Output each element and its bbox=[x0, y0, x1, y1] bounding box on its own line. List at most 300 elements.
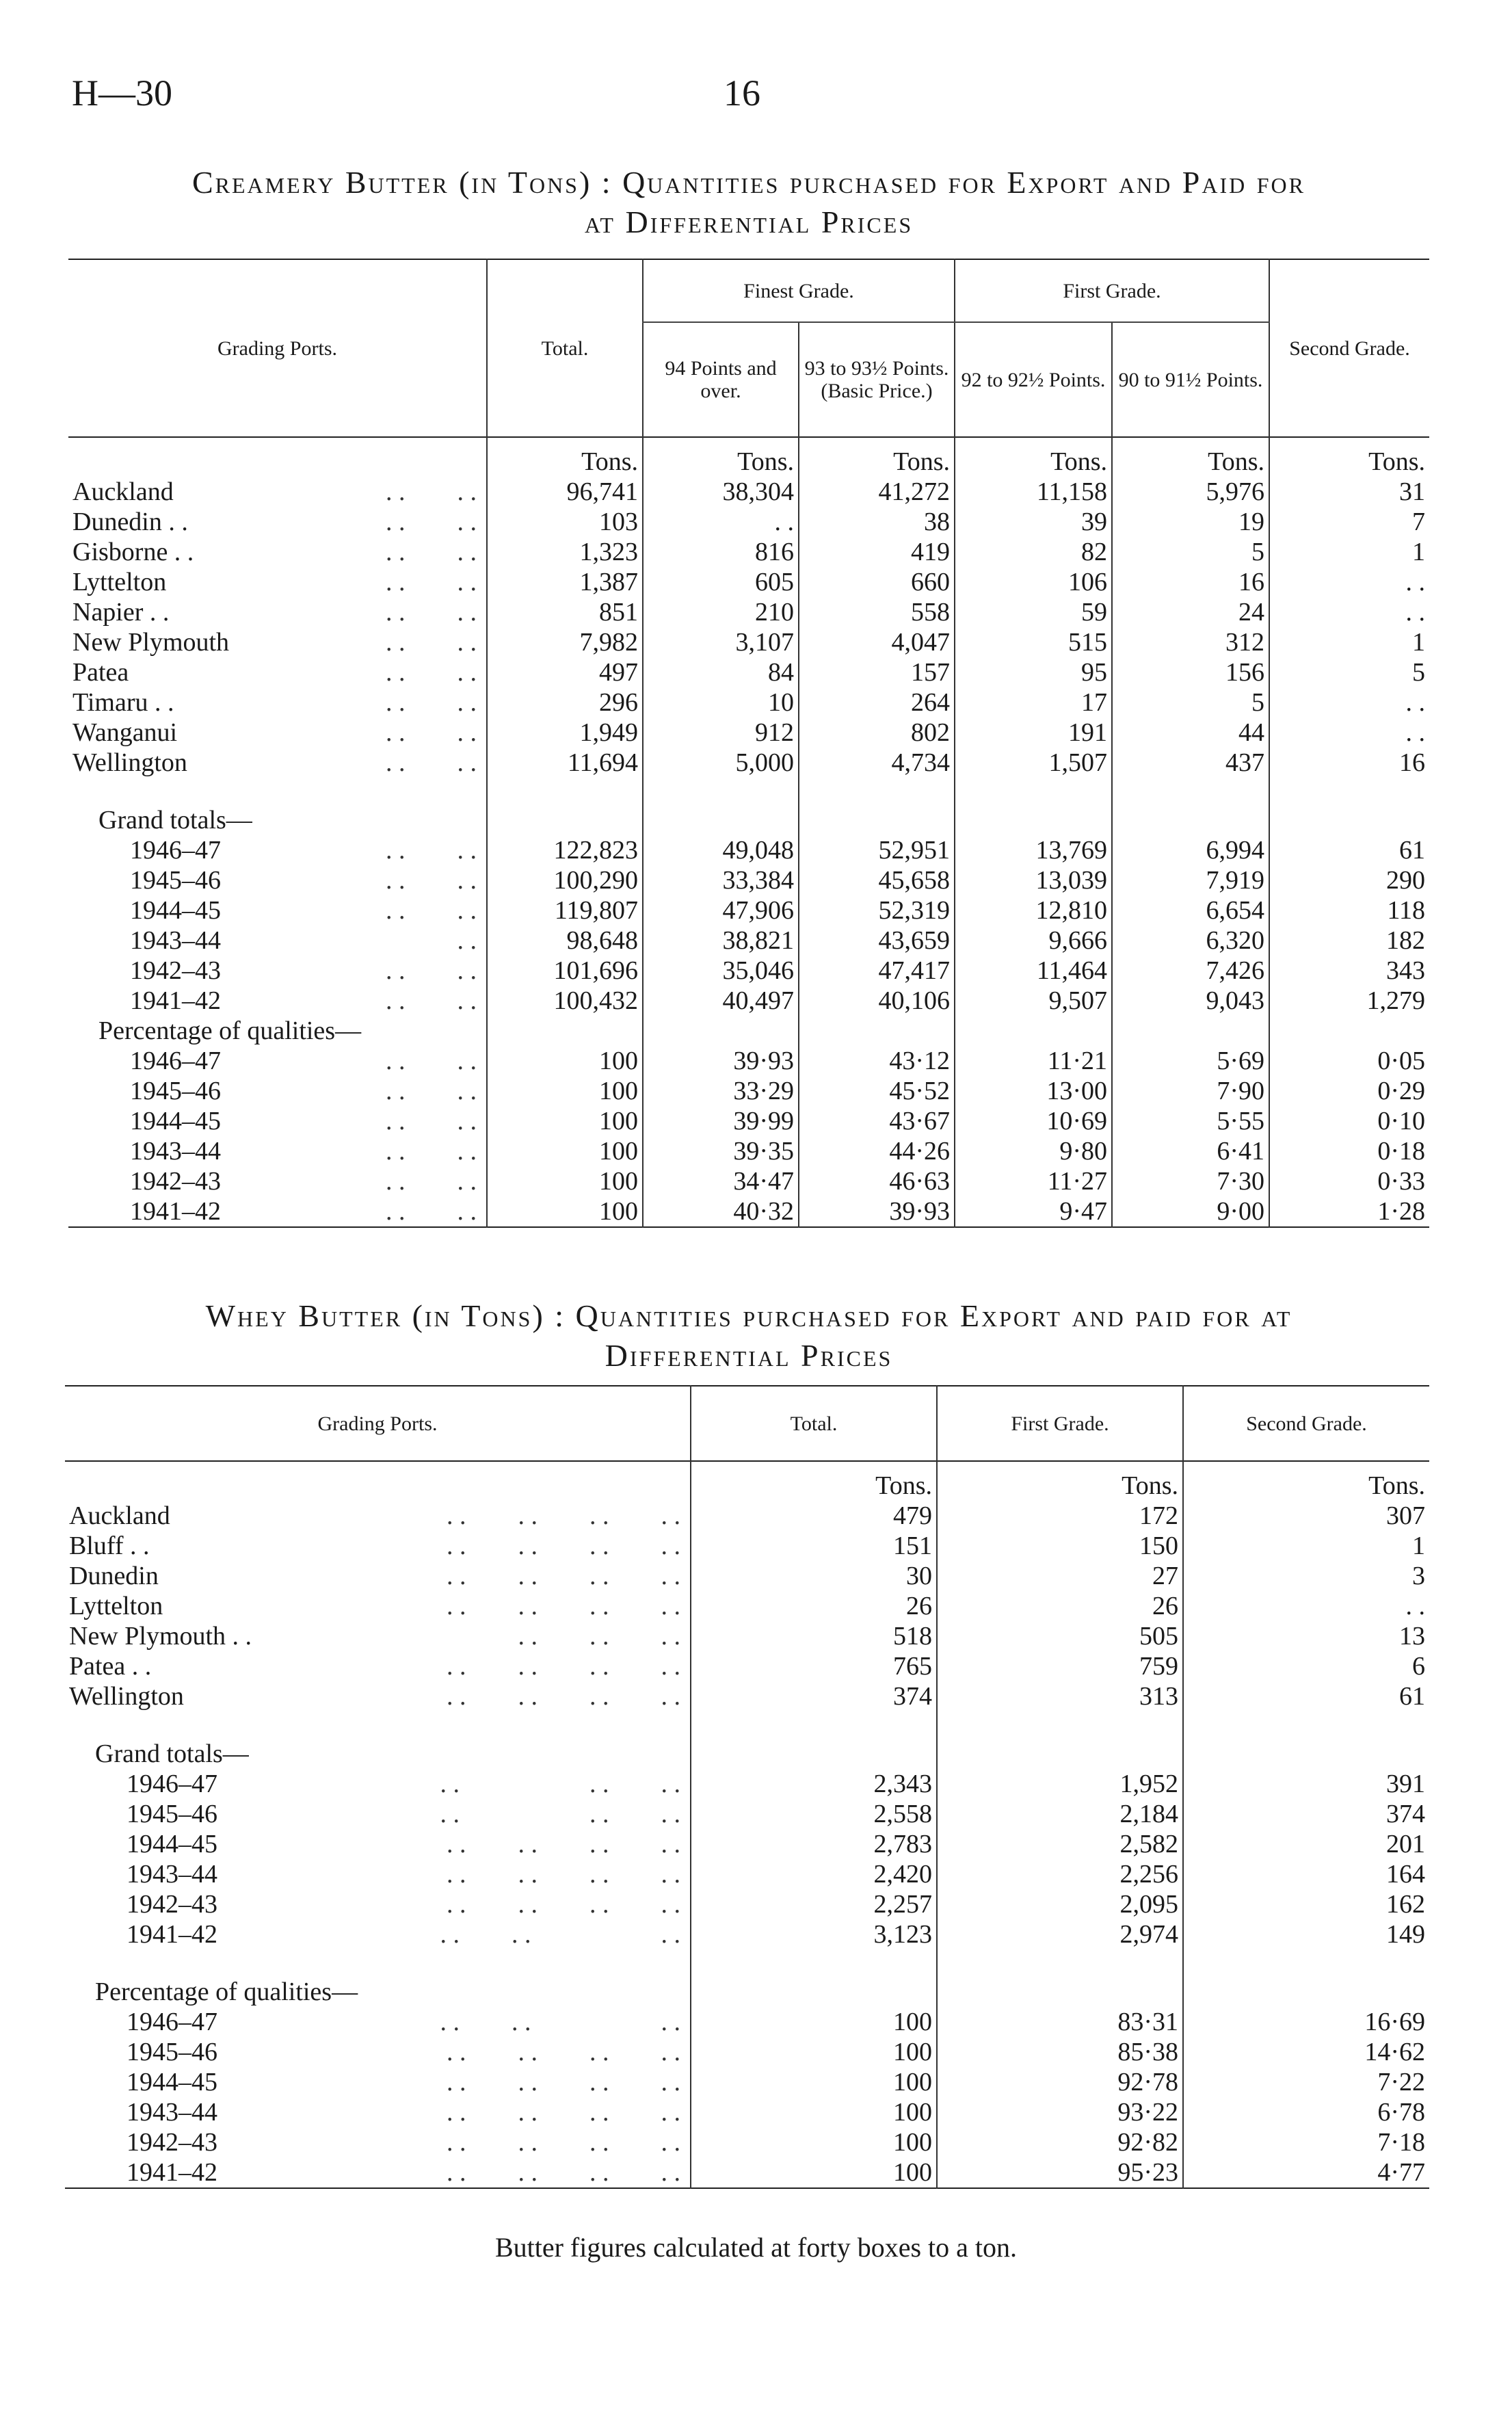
port-row-value: 307 bbox=[1183, 1501, 1429, 1531]
blank-cell bbox=[1269, 1016, 1429, 1046]
grand-total-row-value: 2,095 bbox=[937, 1889, 1183, 1919]
leader-dots: . . . . bbox=[386, 688, 477, 717]
port-row-value: 765 bbox=[691, 1651, 937, 1681]
grand-totals-label-row bbox=[65, 1711, 1429, 1769]
percentage-row-value: 43·12 bbox=[799, 1046, 955, 1076]
grand-totals-label-row bbox=[68, 778, 1429, 835]
percentage-row-value: 0·33 bbox=[1269, 1166, 1429, 1196]
port-row-value: 11,158 bbox=[955, 477, 1112, 507]
port-row-name: Wellington bbox=[72, 748, 187, 777]
port-row-value: 4,047 bbox=[799, 627, 955, 657]
port-row-name: Lyttelton bbox=[72, 568, 167, 596]
percentage-row-value: 92·78 bbox=[937, 2067, 1183, 2097]
grand-total-row-value: 13,769 bbox=[955, 835, 1112, 865]
percentage-row bbox=[68, 1076, 1429, 1106]
port-row bbox=[65, 1531, 1429, 1561]
percentage-row-name: 1945–46 bbox=[130, 1077, 221, 1105]
blank-cell bbox=[487, 1016, 643, 1046]
leader-dots: . . . . bbox=[386, 1047, 477, 1075]
port-row-value: 437 bbox=[1112, 748, 1269, 778]
percentage-row-name: 1942–43 bbox=[130, 1167, 221, 1196]
grand-total-row-value: 9,666 bbox=[955, 925, 1112, 956]
whey-title-line1: Whey Butter (in Tons) : Quantities purchased for Export and paid for at bbox=[205, 1298, 1292, 1333]
port-row-name: Auckland bbox=[69, 1501, 170, 1530]
grand-total-row-value: 2,184 bbox=[937, 1799, 1183, 1829]
grand-total-row-value: 12,810 bbox=[955, 895, 1112, 925]
port-row-label bbox=[65, 1501, 691, 1531]
page-code: H—30 bbox=[72, 73, 172, 114]
grand-total-row-value: 49,048 bbox=[643, 835, 799, 865]
leader-dots: . . . . . . . . bbox=[447, 1890, 680, 1919]
port-row-value: 103 bbox=[487, 507, 643, 537]
grand-total-row-value: 3,123 bbox=[691, 1919, 937, 1949]
grand-total-row-value: 47,906 bbox=[643, 895, 799, 925]
leader-dots: . . . . . . . . bbox=[447, 2158, 680, 2187]
blank-cell bbox=[643, 1016, 799, 1046]
leader-dots: . . . . . . bbox=[518, 1622, 680, 1651]
percentage-row-name: 1941–42 bbox=[127, 2158, 217, 2187]
unit-label: Tons. bbox=[1183, 1461, 1429, 1501]
grand-total-row-value: 391 bbox=[1183, 1769, 1429, 1799]
blank-cell bbox=[1183, 1711, 1429, 1769]
port-row-value: 106 bbox=[955, 567, 1112, 597]
leader-dots: . . . . bbox=[386, 598, 477, 627]
port-row-value: . . bbox=[1269, 597, 1429, 627]
blank-cell bbox=[955, 1016, 1112, 1046]
port-row bbox=[65, 1621, 1429, 1651]
port-row-name: Patea . . bbox=[69, 1652, 152, 1681]
port-row bbox=[68, 507, 1429, 537]
unit-label: Tons. bbox=[955, 437, 1112, 477]
percentage-row-label bbox=[68, 1076, 487, 1106]
blank-cell bbox=[487, 778, 643, 835]
percentage-row-value: 39·35 bbox=[643, 1136, 799, 1166]
blank-cell bbox=[937, 1949, 1183, 2007]
port-row-value: 5,000 bbox=[643, 748, 799, 778]
port-row-value: 10 bbox=[643, 687, 799, 718]
leader-dots: . . . . . . . . bbox=[447, 1562, 680, 1590]
port-row-name: Patea bbox=[72, 658, 129, 687]
port-row-value: 39 bbox=[955, 507, 1112, 537]
blank-cell bbox=[1269, 778, 1429, 835]
percentage-row-value: 0·10 bbox=[1269, 1106, 1429, 1136]
percentage-row-value: 9·00 bbox=[1112, 1196, 1269, 1227]
leader-dots: . . . . bbox=[386, 628, 477, 657]
percentage-row-value: 0·18 bbox=[1269, 1136, 1429, 1166]
port-row bbox=[68, 477, 1429, 507]
port-row-label bbox=[68, 748, 487, 778]
percentage-row-value: 100 bbox=[691, 2007, 937, 2037]
grand-total-row-name: 1941–42 bbox=[127, 1920, 217, 1949]
port-row-value: 312 bbox=[1112, 627, 1269, 657]
percentage-row-value: 11·21 bbox=[955, 1046, 1112, 1076]
port-row-value: 11,694 bbox=[487, 748, 643, 778]
port-row-value: 1 bbox=[1269, 537, 1429, 567]
percentage-row bbox=[68, 1046, 1429, 1076]
percentage-row-value: 100 bbox=[691, 2097, 937, 2127]
grand-total-row-value: 43,659 bbox=[799, 925, 955, 956]
creamery-header-total: Total. bbox=[487, 259, 643, 437]
port-row-value: 6 bbox=[1183, 1651, 1429, 1681]
leader-dots: . . . . bbox=[386, 1197, 477, 1226]
percentage-row-value: 92·82 bbox=[937, 2127, 1183, 2157]
port-row-value: 30 bbox=[691, 1561, 937, 1591]
port-row-value: 5,976 bbox=[1112, 477, 1269, 507]
leader-dots: . . . . bbox=[386, 956, 477, 985]
percentage-label: Percentage of qualities— bbox=[98, 1016, 362, 1045]
grand-total-row-label bbox=[68, 865, 487, 895]
percentage-row bbox=[65, 2157, 1429, 2188]
creamery-title bbox=[68, 163, 1429, 242]
grand-total-row bbox=[65, 1769, 1429, 1799]
grand-total-row-value: 6,320 bbox=[1112, 925, 1269, 956]
port-row-value: 150 bbox=[937, 1531, 1183, 1561]
unit-label: Tons. bbox=[487, 437, 643, 477]
grand-total-row-value: 2,558 bbox=[691, 1799, 937, 1829]
grand-total-row-value: 52,319 bbox=[799, 895, 955, 925]
percentage-row-value: 100 bbox=[487, 1196, 643, 1227]
leader-dots: . . . . . . bbox=[440, 1770, 680, 1798]
port-row-name: Dunedin bbox=[69, 1562, 159, 1590]
leader-dots: . . . . . . . . bbox=[447, 1501, 680, 1530]
percentage-row-label bbox=[68, 1196, 487, 1227]
grand-total-row-value: 52,951 bbox=[799, 835, 955, 865]
leader-dots: . . . . . . . . bbox=[447, 1652, 680, 1681]
grand-total-row bbox=[68, 895, 1429, 925]
percentage-row-value: 100 bbox=[487, 1106, 643, 1136]
percentage-row-label bbox=[65, 2037, 691, 2067]
leader-dots: . . . . bbox=[386, 896, 477, 925]
leader-dots: . . . . . . . . bbox=[447, 1682, 680, 1711]
percentage-row-value: 100 bbox=[487, 1046, 643, 1076]
port-row-value: 156 bbox=[1112, 657, 1269, 687]
leader-dots: . . . . bbox=[386, 1167, 477, 1196]
port-row-name: Wanganui bbox=[72, 718, 178, 747]
blank-cell bbox=[691, 1949, 937, 2007]
creamery-table bbox=[68, 259, 1429, 1228]
port-row-value: 44 bbox=[1112, 718, 1269, 748]
grand-total-row-label bbox=[65, 1769, 691, 1799]
unit-label: Tons. bbox=[691, 1461, 937, 1501]
port-row-value: 7,982 bbox=[487, 627, 643, 657]
creamery-title-line1: Creamery Butter (in Tons) : Quantities purchased for Export and Paid for bbox=[191, 165, 1306, 200]
creamery-header-finest-93: 93 to 93½ Points. (Basic Price.) bbox=[799, 322, 955, 437]
grand-total-row-label bbox=[68, 835, 487, 865]
unit-label: Tons. bbox=[937, 1461, 1183, 1501]
grand-total-row bbox=[68, 925, 1429, 956]
grand-total-row-value: 290 bbox=[1269, 865, 1429, 895]
port-row-label bbox=[65, 1651, 691, 1681]
grand-total-row-value: 7,919 bbox=[1112, 865, 1269, 895]
percentage-row-label bbox=[68, 1106, 487, 1136]
port-row bbox=[68, 597, 1429, 627]
footnote: Butter figures calculated at forty boxes to a ton. bbox=[494, 2232, 1018, 2263]
percentage-row-name: 1944–45 bbox=[127, 2068, 217, 2097]
port-row-value: 5 bbox=[1269, 657, 1429, 687]
grand-total-row-value: 61 bbox=[1269, 835, 1429, 865]
whey-header-grading-ports: Grading Ports. bbox=[317, 1412, 438, 1435]
port-row bbox=[65, 1561, 1429, 1591]
port-row-value: . . bbox=[1183, 1591, 1429, 1621]
grand-total-row-name: 1945–46 bbox=[127, 1800, 217, 1828]
grand-total-row-name: 1943–44 bbox=[127, 1860, 217, 1889]
blank-cell bbox=[955, 778, 1112, 835]
percentage-row-value: 100 bbox=[691, 2037, 937, 2067]
grand-total-row-value: 1,279 bbox=[1269, 986, 1429, 1016]
grand-total-row-value: 35,046 bbox=[643, 956, 799, 986]
units-label-empty bbox=[65, 1461, 691, 1501]
port-row-label bbox=[68, 537, 487, 567]
percentage-row-value: 5·69 bbox=[1112, 1046, 1269, 1076]
port-row bbox=[68, 627, 1429, 657]
grand-total-row bbox=[65, 1859, 1429, 1889]
whey-table bbox=[65, 1385, 1429, 2189]
grand-total-row-name: 1942–43 bbox=[130, 956, 221, 985]
percentage-row-value: 100 bbox=[487, 1166, 643, 1196]
grand-total-row-value: 201 bbox=[1183, 1829, 1429, 1859]
percentage-row-value: 6·78 bbox=[1183, 2097, 1429, 2127]
percentage-row bbox=[65, 2067, 1429, 2097]
port-row-label bbox=[68, 657, 487, 687]
port-row-name: Lyttelton bbox=[69, 1592, 163, 1620]
unit-label: Tons. bbox=[799, 437, 955, 477]
port-row-value: 16 bbox=[1269, 748, 1429, 778]
port-row-value: 13 bbox=[1183, 1621, 1429, 1651]
port-row-value: 479 bbox=[691, 1501, 937, 1531]
percentage-row-value: 95·23 bbox=[937, 2157, 1183, 2188]
port-row-value: 16 bbox=[1112, 567, 1269, 597]
blank-cell bbox=[1112, 1016, 1269, 1046]
grand-total-row-value: 38,821 bbox=[643, 925, 799, 956]
port-row-value: 5 bbox=[1112, 687, 1269, 718]
port-row-value: 1 bbox=[1269, 627, 1429, 657]
leader-dots: . . . . bbox=[386, 1077, 477, 1105]
port-row-value: 210 bbox=[643, 597, 799, 627]
grand-total-row-value: 33,384 bbox=[643, 865, 799, 895]
percentage-row bbox=[68, 1136, 1429, 1166]
percentage-row-value: 0·29 bbox=[1269, 1076, 1429, 1106]
percentage-row-label bbox=[68, 1046, 487, 1076]
port-row bbox=[65, 1501, 1429, 1531]
creamery-title-line2: at Differential Prices bbox=[584, 205, 914, 239]
grand-total-row-label bbox=[65, 1919, 691, 1949]
grand-total-row-name: 1944–45 bbox=[127, 1830, 217, 1858]
blank-cell bbox=[799, 778, 955, 835]
grand-total-row-value: 118 bbox=[1269, 895, 1429, 925]
percentage-label-row bbox=[68, 1016, 1429, 1046]
percentage-label: Percentage of qualities— bbox=[95, 1977, 358, 2006]
port-row-value: 313 bbox=[937, 1681, 1183, 1711]
percentage-row-value: 39·99 bbox=[643, 1106, 799, 1136]
port-row-value: 816 bbox=[643, 537, 799, 567]
grand-total-row bbox=[68, 835, 1429, 865]
percentage-row-value: 39·93 bbox=[643, 1046, 799, 1076]
port-row-label bbox=[65, 1561, 691, 1591]
port-row bbox=[68, 748, 1429, 778]
port-row-value: 3,107 bbox=[643, 627, 799, 657]
percentage-row-value: 1·28 bbox=[1269, 1196, 1429, 1227]
port-row-label bbox=[65, 1591, 691, 1621]
grand-total-row-name: 1945–46 bbox=[130, 866, 221, 895]
port-row-label bbox=[68, 477, 487, 507]
blank-cell bbox=[937, 1711, 1183, 1769]
leader-dots: . . . . bbox=[386, 658, 477, 687]
port-row-name: New Plymouth bbox=[72, 628, 230, 657]
grand-total-row-value: 2,256 bbox=[937, 1859, 1183, 1889]
grand-total-row-name: 1944–45 bbox=[130, 896, 221, 925]
percentage-row-value: 100 bbox=[691, 2127, 937, 2157]
whey-header-second-grade: Second Grade. bbox=[1183, 1386, 1429, 1461]
port-row-label bbox=[68, 597, 487, 627]
port-row-value: 82 bbox=[955, 537, 1112, 567]
port-row-value: 24 bbox=[1112, 597, 1269, 627]
grand-total-row-value: 2,974 bbox=[937, 1919, 1183, 1949]
port-row-value: 912 bbox=[643, 718, 799, 748]
creamery-header-second-grade: Second Grade. bbox=[1269, 259, 1429, 437]
blank-cell bbox=[799, 1016, 955, 1046]
creamery-header-first-92: 92 to 92½ Points. bbox=[955, 322, 1112, 437]
port-row-name: Dunedin . . bbox=[72, 508, 188, 536]
percentage-row-value: 14·62 bbox=[1183, 2037, 1429, 2067]
grand-total-row-value: 13,039 bbox=[955, 865, 1112, 895]
grand-total-row-value: 7,426 bbox=[1112, 956, 1269, 986]
leader-dots: . . . . . . bbox=[440, 1800, 680, 1828]
port-row-value: 31 bbox=[1269, 477, 1429, 507]
percentage-row-value: 6·41 bbox=[1112, 1136, 1269, 1166]
leader-dots: . . . . . . bbox=[440, 1920, 680, 1949]
percentage-row-label bbox=[65, 2067, 691, 2097]
port-row-value: 605 bbox=[643, 567, 799, 597]
blank-cell bbox=[643, 778, 799, 835]
percentage-row-value: 40·32 bbox=[643, 1196, 799, 1227]
leader-dots: . . . . . . . . bbox=[447, 2038, 680, 2066]
port-row-name: New Plymouth . . bbox=[69, 1622, 252, 1651]
port-row-label bbox=[65, 1681, 691, 1711]
units-row bbox=[65, 1461, 1429, 1501]
grand-total-row-value: 119,807 bbox=[487, 895, 643, 925]
leader-dots: . . . . . . . . bbox=[447, 1830, 680, 1858]
port-row-value: . . bbox=[1269, 567, 1429, 597]
grand-total-row-label bbox=[68, 986, 487, 1016]
grand-total-row-value: 149 bbox=[1183, 1919, 1429, 1949]
percentage-row-label bbox=[65, 2127, 691, 2157]
leader-dots: . . . . bbox=[386, 508, 477, 536]
percentage-row-value: 44·26 bbox=[799, 1136, 955, 1166]
port-row-value: 7 bbox=[1269, 507, 1429, 537]
grand-total-row-value: 98,648 bbox=[487, 925, 643, 956]
leader-dots: . . . . bbox=[386, 568, 477, 596]
port-row-value: 558 bbox=[799, 597, 955, 627]
blank-cell bbox=[691, 1711, 937, 1769]
port-row-value: 151 bbox=[691, 1531, 937, 1561]
percentage-row-value: 7·22 bbox=[1183, 2067, 1429, 2097]
port-row-value: 191 bbox=[955, 718, 1112, 748]
percentage-row bbox=[65, 2037, 1429, 2067]
grand-total-row bbox=[68, 865, 1429, 895]
port-row-name: Timaru . . bbox=[72, 688, 174, 717]
percentage-row-value: 16·69 bbox=[1183, 2007, 1429, 2037]
leader-dots: . . . . . . bbox=[440, 2008, 680, 2036]
grand-total-row-value: 6,654 bbox=[1112, 895, 1269, 925]
grand-total-row-value: 47,417 bbox=[799, 956, 955, 986]
percentage-row-value: 100 bbox=[487, 1076, 643, 1106]
leader-dots: . . . . . . . . bbox=[447, 2128, 680, 2157]
creamery-header-finest-grade: Finest Grade. bbox=[643, 259, 955, 322]
leader-dots: . . . . . . . . bbox=[447, 1532, 680, 1560]
port-row-value: 264 bbox=[799, 687, 955, 718]
leader-dots: . . . . . . . . bbox=[447, 2098, 680, 2127]
creamery-header-first-grade: First Grade. bbox=[955, 259, 1269, 322]
grand-total-row-label bbox=[65, 1889, 691, 1919]
grand-total-row-name: 1941–42 bbox=[130, 986, 221, 1015]
port-row-value: 38 bbox=[799, 507, 955, 537]
port-row bbox=[65, 1651, 1429, 1681]
port-row-value: 296 bbox=[487, 687, 643, 718]
grand-total-row-label bbox=[65, 1859, 691, 1889]
grand-total-row-name: 1946–47 bbox=[127, 1770, 217, 1798]
percentage-row-value: 13·00 bbox=[955, 1076, 1112, 1106]
unit-label: Tons. bbox=[643, 437, 799, 477]
grand-totals-label: Grand totals— bbox=[98, 806, 252, 835]
port-row-value: 505 bbox=[937, 1621, 1183, 1651]
leader-dots: . . . . bbox=[386, 836, 477, 865]
port-row-value: 497 bbox=[487, 657, 643, 687]
grand-total-row-value: 2,257 bbox=[691, 1889, 937, 1919]
grand-total-row-label bbox=[68, 895, 487, 925]
grand-total-row-label bbox=[65, 1829, 691, 1859]
port-row-value: 3 bbox=[1183, 1561, 1429, 1591]
grand-total-row-value: 2,582 bbox=[937, 1829, 1183, 1859]
port-row-value: 27 bbox=[937, 1561, 1183, 1591]
percentage-row bbox=[65, 2127, 1429, 2157]
percentage-row-value: 7·90 bbox=[1112, 1076, 1269, 1106]
port-row bbox=[68, 718, 1429, 748]
port-row-value: 660 bbox=[799, 567, 955, 597]
port-row-label bbox=[68, 687, 487, 718]
grand-total-row bbox=[65, 1799, 1429, 1829]
port-row-value: 96,741 bbox=[487, 477, 643, 507]
whey-title-line2: Differential Prices bbox=[605, 1338, 893, 1373]
unit-label: Tons. bbox=[1112, 437, 1269, 477]
port-row-value: 419 bbox=[799, 537, 955, 567]
whey-header-first-grade: First Grade. bbox=[937, 1386, 1183, 1461]
port-row-value: 95 bbox=[955, 657, 1112, 687]
percentage-row-value: 45·52 bbox=[799, 1076, 955, 1106]
percentage-row-value: 4·77 bbox=[1183, 2157, 1429, 2188]
percentage-row bbox=[68, 1106, 1429, 1136]
port-row-label bbox=[68, 627, 487, 657]
percentage-row-value: 9·47 bbox=[955, 1196, 1112, 1227]
grand-total-row-value: 122,823 bbox=[487, 835, 643, 865]
units-row bbox=[68, 437, 1429, 477]
port-row-value: 59 bbox=[955, 597, 1112, 627]
port-row-value: 157 bbox=[799, 657, 955, 687]
port-row-value: 374 bbox=[691, 1681, 937, 1711]
port-row-value: 61 bbox=[1183, 1681, 1429, 1711]
grand-total-row-value: 1,952 bbox=[937, 1769, 1183, 1799]
creamery-header-grading-ports: Grading Ports. bbox=[217, 337, 337, 360]
grand-total-row-value: 182 bbox=[1269, 925, 1429, 956]
grand-total-row-label bbox=[65, 1799, 691, 1829]
grand-total-row-value: 11,464 bbox=[955, 956, 1112, 986]
grand-total-row-value: 40,106 bbox=[799, 986, 955, 1016]
grand-total-row-value: 9,507 bbox=[955, 986, 1112, 1016]
percentage-row-value: 100 bbox=[691, 2067, 937, 2097]
percentage-row-label bbox=[65, 2157, 691, 2188]
percentage-row bbox=[65, 2097, 1429, 2127]
percentage-row-value: 7·30 bbox=[1112, 1166, 1269, 1196]
whey-table-body bbox=[65, 1461, 1429, 2188]
